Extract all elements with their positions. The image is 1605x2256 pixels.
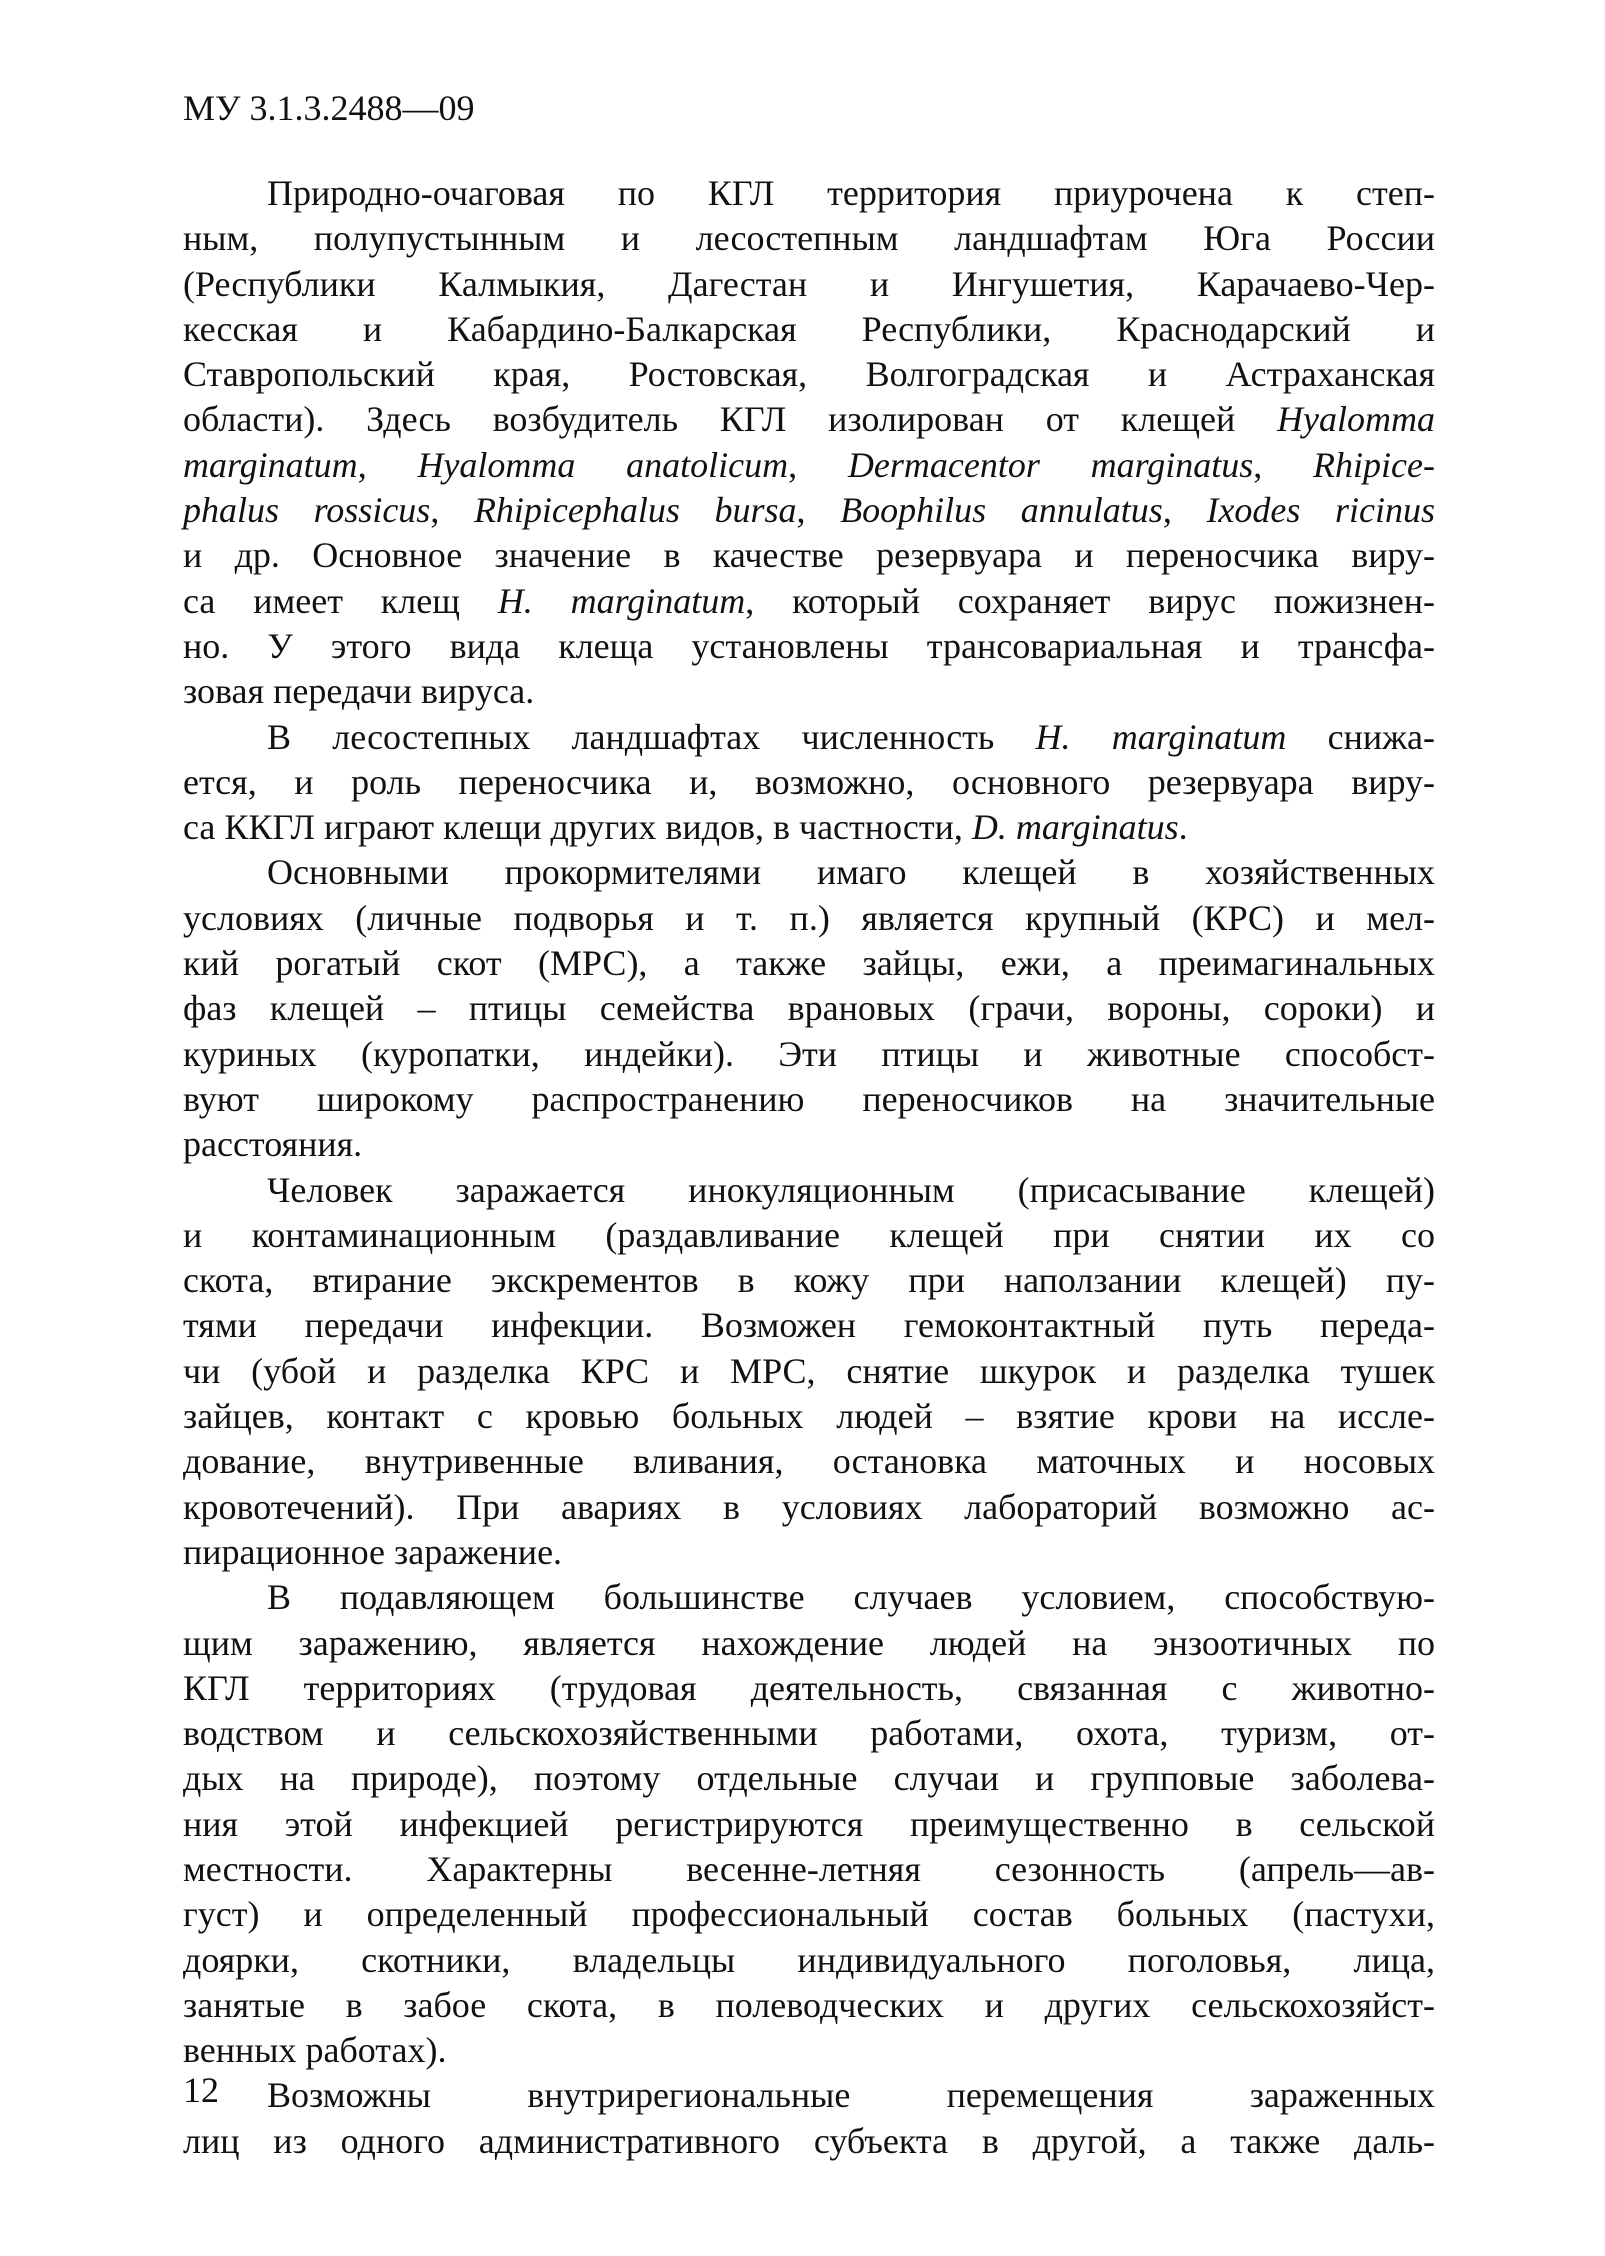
text-line: водством и сельскохозяйственными работами, охота, туризм, от- (183, 1713, 1435, 1754)
text-line: и контаминационным (раздавливание клещей при снятии их со (183, 1214, 1435, 1255)
text-line: ным, полупустынным и лесостепным ландшафтам Юга России (183, 218, 1435, 259)
text-segment: , (1162, 490, 1207, 531)
species-name: H. marginatum (1035, 716, 1287, 757)
text-line: Основными прокормителями имаго клещей в хозяйственных (267, 852, 1435, 893)
text-line: кесская и Кабардино-Балкарская Республики, Краснодарский и (183, 308, 1435, 349)
text-line: (Республики Калмыкия, Дагестан и Ингушетия, Карачаево-Чер- (183, 263, 1435, 304)
text-segment: области). Здесь возбудитель КГЛ изолирован от клещей (183, 399, 1278, 440)
text-segment: , (796, 490, 841, 531)
text-line: занятые в забое скота, в полеводческих и других сельскохозяйст- (183, 1984, 1435, 2025)
text-line: кий рогатый скот (МРС), а также зайцы, ежи, а преимагинальных (183, 943, 1435, 984)
text-line: Человек заражается инокуляционным (присасывание клещей) (267, 1169, 1435, 1210)
text-line: расстояния. (183, 1124, 363, 1165)
text-line: дование, внутривенные вливания, остановка маточных и носовых (183, 1441, 1435, 1482)
text-segment: В лесостепных ландшафтах численность (267, 716, 1036, 757)
text-line: зайцев, контакт с кровью больных людей – взятие крови на иссле- (183, 1396, 1435, 1437)
text-line: дых на природе), поэтому отдельные случаи и групповые заболева- (183, 1758, 1435, 1799)
species-name: Boophilus annulatus (840, 490, 1163, 531)
text-line (183, 443, 1435, 488)
species-name: Hyalomma (1277, 399, 1435, 440)
paragraph (183, 1575, 1435, 2073)
text-line (183, 397, 1435, 442)
document-code-header: МУ 3.1.3.2488—09 (183, 88, 475, 128)
species-name: Ixodes ricinus (1206, 490, 1436, 531)
text-segment: , (788, 444, 848, 485)
text-line (183, 715, 1435, 760)
text-line: КГЛ территориях (трудовая деятельность, связанная с животно- (183, 1667, 1435, 1708)
text-line: куриных (куропатки, индейки). Эти птицы и животные способст- (183, 1033, 1435, 1074)
body-text (183, 171, 1435, 2164)
text-segment: са имеет клещ (183, 580, 498, 621)
text-line: густ) и определенный профессиональный состав больных (пастухи, (183, 1894, 1435, 1935)
text-line: кровотечений). При авариях в условиях лабораторий возможно ас- (183, 1486, 1435, 1527)
paragraph (183, 1168, 1435, 1576)
text-line: ния этой инфекцией регистрируются преимущественно в сельской (183, 1803, 1435, 1844)
text-segment: снижа- (1286, 716, 1436, 757)
text-line: фаз клещей – птицы семейства врановых (грачи, вороны, сороки) и (183, 988, 1435, 1029)
text-line: местности. Характерны весенне-летняя сезонность (апрель—ав- (183, 1848, 1435, 1889)
text-segment: , (430, 490, 474, 531)
text-line: тями передачи инфекции. Возможен гемоконтактный путь переда- (183, 1305, 1435, 1346)
text-line: условиях (личные подворья и т. п.) является крупный (КРС) и мел- (183, 897, 1435, 938)
paragraph (183, 2073, 1435, 2164)
text-line: щим заражению, является нахождение людей на энзоотичных по (183, 1622, 1435, 1663)
paragraph (183, 850, 1435, 1167)
text-line (183, 579, 1435, 624)
text-line: В подавляющем большинстве случаев условием, способствую- (267, 1577, 1435, 1618)
species-name: H. marginatum (497, 580, 746, 621)
text-line: ется, и роль переносчика и, возможно, основного резервуара виру- (183, 761, 1435, 802)
text-line: вуют широкому распространению переносчиков на значительные (183, 1078, 1435, 1119)
text-line: Природно-очаговая по КГЛ территория приурочена к степ- (267, 173, 1435, 213)
text-segment: , который сохраняет вирус пожизнен- (745, 580, 1436, 621)
paragraph (183, 715, 1435, 851)
text-line: но. У этого вида клеща установлены трансовариальная и трансфа- (183, 625, 1435, 666)
text-line: скота, втирание экскрементов в кожу при наползании клещей) пу- (183, 1260, 1435, 1301)
text-line: Ставропольский края, Ростовская, Волгоградская и Астраханская (183, 354, 1435, 395)
text-line: лиц из одного административного субъекта в другой, а также даль- (183, 2120, 1435, 2161)
text-line: и др. Основное значение в качестве резервуара и переносчика виру- (183, 535, 1435, 576)
species-name: Hyalomma anatolicum (417, 444, 789, 485)
species-name: D. marginatus (971, 807, 1179, 848)
text-line: венных работах). (183, 2030, 447, 2071)
text-line (183, 805, 1435, 850)
text-line (183, 488, 1435, 533)
text-segment: , (357, 444, 418, 485)
species-name: marginatum (183, 444, 358, 485)
text-line: чи (убой и разделка КРС и МРС, снятие шкурок и разделка тушек (183, 1350, 1435, 1391)
text-segment: , (1253, 444, 1314, 485)
species-name: Dermacentor marginatus (847, 444, 1254, 485)
text-line: пирационное заражение. (183, 1531, 563, 1572)
text-line: зовая передачи вируса. (183, 671, 535, 712)
species-name: Rhipicephalus bursa (473, 490, 797, 531)
page-number: 12 (183, 2070, 219, 2110)
species-name: phalus rossicus (183, 490, 431, 531)
species-name: Rhipice- (1313, 444, 1435, 485)
text-line: доярки, скотники, владельцы индивидуального поголовья, лица, (183, 1939, 1435, 1980)
text-segment: са ККГЛ играют клещи других видов, в частности, (183, 807, 972, 848)
paragraph (183, 171, 1435, 715)
text-segment: . (1178, 807, 1188, 848)
text-line: Возможны внутрирегиональные перемещения зараженных (267, 2075, 1435, 2116)
